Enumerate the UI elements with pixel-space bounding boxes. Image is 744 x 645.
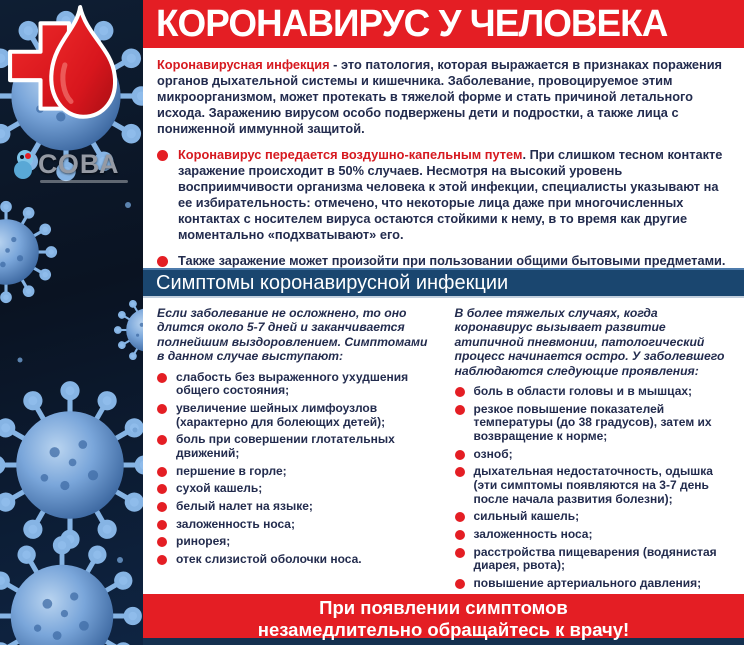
intro-lead: Коронавирусная инфекция [157,57,330,72]
list-item: боль при совершении глотательных движений; [157,433,437,460]
red-dot-icon [157,256,168,267]
fact-text: Также заражение может произойти при пользовании общими бытовыми предметами. [178,253,726,268]
list-item: першение в горле; [157,465,437,479]
list-item: сильный кашель; [455,510,735,524]
red-dot-icon [455,467,465,477]
list-item: ринорея; [157,535,437,549]
red-dot-icon [455,405,465,415]
fact-item [157,253,732,268]
mild-intro: Если заболевание не осложнено, то оно длится около 5-7 дней и заканчивается полнейшим выздоровлением. Симптомами в данном случае выступают: [157,306,428,364]
severe-symptoms-list [455,385,735,592]
red-dot-icon [157,467,167,477]
red-dot-icon [455,512,465,522]
intro-section [143,48,744,268]
intro-text: - это патология, которая выражается в признаках поражения органов дыхательной системы и кишечника. Заболевание, провоцируемое этим микроорганизмом, может протекать в тяжелой форме и стать причиной летального исхода. Заражению вирусом особо подвержены дети и подростки, а также лица с пониженной иммунной защитой. [157,57,723,137]
red-dot-icon [157,484,167,494]
red-dot-icon [157,435,167,445]
title-banner [143,0,744,48]
fact-item [157,147,732,244]
symptoms-section-header: Симптомы коронавирусной инфекции [143,268,744,298]
list-item: боль в области головы и в мышцах; [455,385,735,399]
red-dot-icon [455,548,465,558]
symptoms-columns [143,298,744,592]
red-dot-icon [157,150,168,161]
warning-line-1: При появлении симптомов [319,597,568,618]
list-item: слабость без выраженного ухудшения общего состояния; [157,371,437,398]
list-item: заложенность носа; [157,518,437,532]
blood-drop-cross-logo [6,2,138,134]
fact-text: Коронавирус передается воздушно-капельным путем. При слишком тесном контакте заражение происходит в 50% случаев. Несмотря на высокий уровень восприимчивости организма человека к этой инфекции, специалисты указывают на ее избирательность: отмечено, что некоторые лица даже при многочисленных контактах с носителем вируса остаются стойкими к нему, в то время как другие моментально «подхватывают» его. [178,146,723,243]
red-dot-icon [455,387,465,397]
red-dot-icon [157,373,167,383]
red-dot-icon [455,450,465,460]
red-dot-icon [157,555,167,565]
mild-symptoms-list [157,371,437,567]
symptoms-column-severe [455,306,735,592]
list-item: сухой кашель; [157,482,437,496]
sova-bird-icon [12,148,38,180]
list-item: дыхательная недостаточность, одышка (эти симптомы появляются на 3-7 день после начала развития болезни); [455,465,735,506]
list-item: расстройства пищеварения (водянистая диарея, рвота); [455,546,735,573]
list-item: резкое повышение показателей температуры (до 38 градусов), затем их возвращение к норме; [455,403,735,444]
page-title: КОРОНАВИРУС У ЧЕЛОВЕКА [156,2,668,45]
red-dot-icon [157,404,167,414]
fact-lead: Коронавирус передается воздушно-капельным путем [178,146,523,162]
list-item: отек слизистой оболочки носа. [157,553,437,567]
sova-logo [12,148,119,180]
red-dot-icon [157,502,167,512]
intro-paragraph [157,57,732,138]
list-item: увеличение шейных лимфоузлов (характерно для болеющих детей); [157,402,437,429]
sova-tagline [40,180,128,183]
sidebar [0,0,143,645]
red-dot-icon [455,579,465,589]
red-dot-icon [157,537,167,547]
list-item: озноб; [455,448,735,462]
severe-intro: В более тяжелых случаях, когда коронавирус вызывает развитие атипичной пневмонии, патологический процесс начинается остро. У заболевшего наблюдаются следующие проявления: [454,306,725,378]
red-dot-icon [455,530,465,540]
warning-banner [143,594,744,638]
facts-list [157,147,732,268]
red-dot-icon [157,520,167,530]
list-item: повышение артериального давления; [455,577,735,591]
symptoms-column-mild [157,306,437,592]
main-content [143,0,744,645]
list-item: заложенность носа; [455,528,735,542]
list-item: белый налет на языке; [157,500,437,514]
sova-logo-text: СОВА [38,148,120,179]
warning-line-2: незамедлительно обращайтесь к врачу! [257,618,630,640]
